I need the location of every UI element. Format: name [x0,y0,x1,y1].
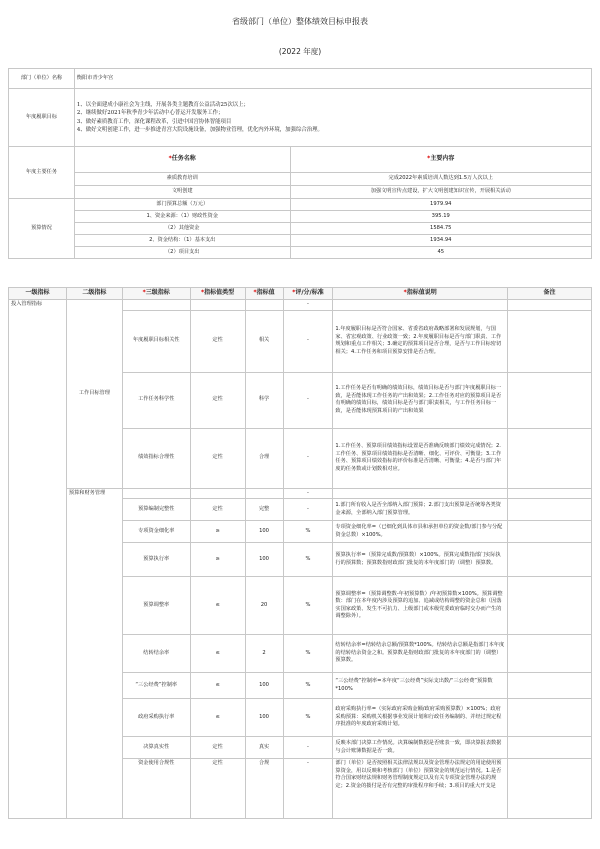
task-row [9,186,592,199]
indicator-desc: 预算调整率=（预算调整数-年初预算数）/年初预算数×100%。预算调整数：部门在本年度内涉及预算的追加、追减或结构调整的资金总和（因落实国家政策、发生不可抗力、上级部门或本级党委政府临时交办而产生的调整除外）。 [333,577,508,635]
indicator-name: 政府采购执行率 [122,699,190,737]
goal-line: 3、做好素质教育工作，深化课程改革，引进中国宫协体智能项目 [76,118,232,125]
indicator-unit: - [283,499,333,521]
indicator-type: 定性 [190,428,245,488]
indicator-name: 决算真实性 [122,737,190,759]
indicator-unit: % [283,635,333,673]
budget-item: （2）项目支出 [74,247,290,259]
task-name: 素质教育培训 [74,173,290,186]
indicator-type: ≤ [190,635,245,673]
indicator-type: ≥ [190,543,245,577]
indicator-desc: 反映本部门决算工作情况。决算编制数据是否账表一致，即决算报表数据与会计账簿数据是否一致。 [333,737,508,759]
indicator-name: “三公经费”控制率 [122,673,190,699]
indicator-value: 100 [245,543,283,577]
budget-value: 1934.94 [290,235,592,247]
indicator-unit: - [283,428,333,488]
group-budget-finance: 预算和财务管理 [66,488,122,819]
header-type: *指标值类型 [190,288,245,300]
dash-cell: - [283,300,333,311]
header-unit: *评/分/标准 [283,288,333,300]
indicator-unit: % [283,521,333,543]
indicator-unit: % [283,543,333,577]
indicator-name: 专项资金细化率 [122,521,190,543]
indicator-value: 真实 [245,737,283,759]
indicator-desc: 结转结余率=结转结余总额/预算数*100%。结转结余总额是指部门本年度的结转结余资金之和。预算数是指财政部门批复的本年度部门的（调整）预算数。 [333,635,508,673]
indicator-value: 20 [245,577,283,635]
indicator-name: 结转结余率 [122,635,190,673]
task-content-header: *主要内容 [290,147,592,173]
indicator-name: 预算编制完整性 [122,499,190,521]
document-title: 省级部门（单位）整体绩效目标申报表 [232,17,368,26]
budget-value: 395.19 [290,211,592,223]
group-work-goal: 工作目标管理 [66,300,122,489]
task-content: 加强文明宣传点建设，扩大文明创建知识宣传，开展相关活动 [290,186,592,199]
budget-label: 预算情况 [9,199,75,259]
indicator-table [8,287,592,819]
budget-item: 部门预算总额（万元） [74,199,290,211]
budget-item: 2、资金结构：（1）基本支出 [74,235,290,247]
indicator-type: 定性 [190,737,245,759]
indicator-value: 完整 [245,499,283,521]
indicator-name: 资金使用合规性 [122,759,190,819]
indicator-value: 100 [245,673,283,699]
indicator-value: 100 [245,699,283,737]
indicator-value: 2 [245,635,283,673]
indicator-desc: 部门（单位）是否按照相关法律法规以及资金管理办法规定的用途使用预算资金，用以反映和考核部门（单位）预算资金的规范运行情况。1.是否符合国家财经法规和财务管理制度规定以及有关专项资金管理办法的规定；2.资金的拨付是否有完整的审批程序和手续；3.项目的重大开支是 [333,759,508,819]
goal-line: 2、继续做好2021年秋季青少年活动中心普运开发服务工作； [76,110,224,117]
indicator-type: ≤ [190,673,245,699]
document-year: (2022 年度) [278,47,322,56]
indicator-value: 相关 [245,310,283,372]
goal-text [74,89,591,147]
task-row [9,173,592,186]
unit-value: 衡阳市青少年宫 [74,69,591,89]
indicator-value: 科学 [245,372,283,428]
indicator-name: 预算执行率 [122,543,190,577]
header-note: 备注 [508,288,592,300]
level1-cell: 投入管理指标 [9,300,67,819]
indicator-desc: 1.工作任务是否有明确的绩效目标，绩效目标是否与部门年度履职目标一致，是否能体现工作任务的产出和效果；2.工作任务对应的预算项目是否有明确的绩效目标，绩效目标是否与部门职责相关，与工作任务目标一致，是否能体现预算项目的产出和效果 [333,372,508,428]
indicator-desc: 1.年度履职目标是否符合国家、省委省政府战略部署和发展规划，与国家、省宏观政策、行业政策一致；2.年度履职目标是否与部门职责、工作规划和重点工作相关；3.确定的预算项目是否合理，是否与工作目标密切相关；4.工作任务和项目预算安排是否合理。 [333,310,508,372]
indicator-type: ≤ [190,699,245,737]
indicator-name: 预算调整率 [122,577,190,635]
indicator-unit: - [283,372,333,428]
indicator-desc: 1.工作任务、预算项目绩效指标设置是否准确反映部门绩效完成情况；2.工作任务、预算项目绩效指标是否清晰、细化、可评价、可衡量；3.工作任务、预算项目绩效指标的评价标准是否清晰、可衡量；4.是否与部门年度的任务数或计划数相对应。 [333,428,508,488]
indicator-unit: - [283,310,333,372]
dash-cell: - [283,488,333,499]
indicator-unit: % [283,673,333,699]
indicator-type: 定性 [190,499,245,521]
indicator-desc: 政府采购执行率=（实际政府采购金额/政府采购预算数）×100%；政府采购预算：采购机关根据事业发展计划和行政任务编制的、并经过规定程序批准的年度政府采购计划。 [333,699,508,737]
header-desc: *指标值说明 [333,288,508,300]
indicator-type: 定性 [190,759,245,819]
indicator-type: ≥ [190,521,245,543]
budget-value: 1584.75 [290,223,592,235]
indicator-unit: % [283,577,333,635]
header-value: *指标值 [245,288,283,300]
indicator-type: 定性 [190,372,245,428]
task-content: 完成2022年素质培训人数达到1.5万人次以上 [290,173,592,186]
indicator-desc: 专项资金细化率=（已细化到具体市县和承担单位的资金数/部门参与分配资金总数）×100%。 [333,521,508,543]
header-level3: *三级指标 [122,288,190,300]
indicator-unit: % [283,699,333,737]
budget-value: 45 [290,247,592,259]
goal-line: 1、以全面建成小康社会为主线，开展各类主题教育公益活动25次以上； [76,101,249,108]
indicator-value: 合规 [245,759,283,819]
goal-label: 年度履职目标 [9,89,75,147]
unit-label: 部门（单位）名称 [9,69,75,89]
summary-table [8,68,592,259]
indicator-desc: 预算执行率=（预算完成数/预算数）×100%。预算完成数指部门实际执行的预算数；预算数指财政部门批复的本年度部门的（调整）预算数。 [333,543,508,577]
indicator-name: 年度履职目标相关性 [122,310,190,372]
indicator-unit: - [283,759,333,819]
indicator-name: 工作任务科学性 [122,372,190,428]
tasks-label: 年度主要任务 [9,147,75,199]
indicator-type: 定性 [190,310,245,372]
goal-line: 4、做好文明创建工作，进一步推进青宫大院设施设备，加强物业管理，优化内外环境，加强综合治理。 [76,126,323,133]
indicator-unit: - [283,737,333,759]
task-name-header: *任务名称 [74,147,290,173]
header-level2: 二级指标 [66,288,122,300]
indicator-desc: 1.部门所有收入是否全部纳入部门预算；2.部门支出预算是否统筹各类资金来源，全部纳入部门预算管理。 [333,499,508,521]
indicator-type: ≤ [190,577,245,635]
budget-value: 1979.94 [290,199,592,211]
budget-item: 1、资金来源：（1）财政性资金 [74,211,290,223]
task-name: 文明创建 [74,186,290,199]
budget-item: （2）其他资金 [74,223,290,235]
indicator-value: 合理 [245,428,283,488]
header-level1: 一级指标 [9,288,67,300]
indicator-value: 100 [245,521,283,543]
indicator-name: 绩效指标合理性 [122,428,190,488]
indicator-desc: “三公经费”控制率=本年度“三公经费”实际支出数/“三公经费”预算数*100% [333,673,508,699]
